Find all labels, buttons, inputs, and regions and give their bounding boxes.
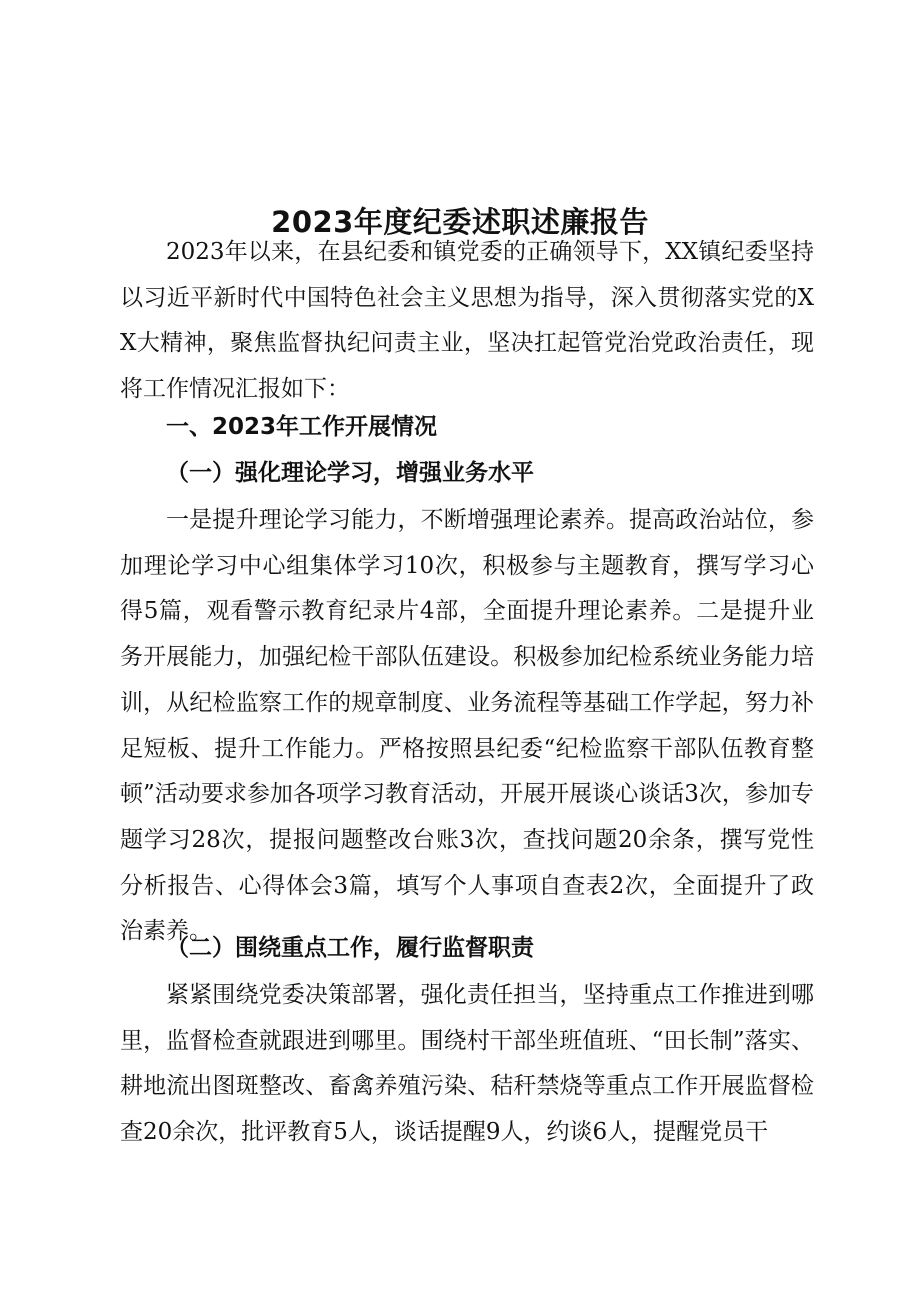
subsection-heading-2: （二）围绕重点工作，履行监督职责 <box>166 934 534 961</box>
section-heading-1: 一、2023年工作开展情况 <box>166 414 438 440</box>
intro-paragraph: 2023年以来，在县纪委和镇党委的正确领导下，XX镇纪委坚持以习近平新时代中国特色社会主义思想为指导，深入贯彻落实党的XX大精神，聚焦监督执纪问责主业，坚决扛起管党治党政治责任，现将工作情况汇报如下： <box>120 239 814 403</box>
subsection-heading-1: （一）强化理论学习，增强业务水平 <box>166 459 534 486</box>
subsection-2-paragraph: 紧紧围绕党委决策部署，强化责任担当，坚持重点工作推进到哪里，监督检查就跟进到哪里。围绕村干部坐班值班、“田长制”落实、耕地流出图斑整改、畜禽养殖污染、秸秆禁烧等重点工作开展监督检查20余次，批评教育5人，谈话提醒9人，约谈6人，提醒党员干 <box>120 982 814 1146</box>
document-title: 2023年度纪委述职述廉报告 <box>271 205 649 240</box>
subsection-1-paragraph: 一是提升理论学习能力，不断增强理论素养。提高政治站位，参加理论学习中心组集体学习10次，积极参与主题教育，撰写学习心得5篇，观看警示教育纪录片4部，全面提升理论素养。二是提升业务开展能力，加强纪检干部队伍建设。积极参加纪检系统业务能力培训，从纪检监察工作的规章制度、业务流程等基础工作学起，努力补足短板、提升工作能力。严格按照县纪委“纪检监察干部队伍教育整顿”活动要求参加各项学习教育活动，开展开展谈心谈话3次，参加专题学习28次，提报问题整改台账3次，查找问题20余条，撰写党性分析报告、心得体会3篇，填写个人事项自查表2次，全面提升了政治素养。 <box>120 507 814 945</box>
